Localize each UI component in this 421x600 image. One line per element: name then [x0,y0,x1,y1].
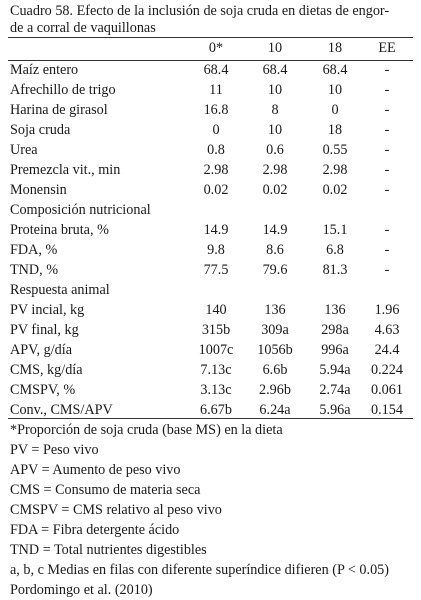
row-value: 7.13c [200,362,232,378]
row-value: 0.061 [371,382,403,398]
row-value: 0.224 [371,362,403,378]
row-value: 0.154 [371,402,403,418]
row-value: 1056b [257,342,293,358]
row-value: - [384,102,390,118]
row-value: 298a [321,322,349,338]
footnote: CMS = Consumo de materia seca [10,482,201,498]
row-value: 315b [201,322,231,338]
footnote: APV = Aumento de peso vivo [10,462,181,478]
row-value: 2.98 [203,162,229,178]
table-row [0,280,421,300]
bottom-rule [8,418,413,419]
row-value: 0.55 [322,142,348,158]
table-row [0,120,421,140]
row-value: 996a [321,342,349,358]
table-row [0,380,421,400]
row-label: Harina de girasol [10,102,108,118]
row-label: Proteina bruta, % [10,222,109,238]
row-value: - [384,162,390,178]
footnote: FDA = Fibra detergente ácido [10,522,180,538]
row-value: 309a [261,322,289,338]
row-label: PV incial, kg [10,302,85,318]
row-value: 10 [267,82,283,98]
row-label: Composición nutricional [10,202,151,218]
row-value: 10 [267,122,283,138]
row-value: 14.9 [203,222,229,238]
row-label: Premezcla vit., min [10,162,121,178]
row-value: 68.4 [322,62,348,78]
row-label: PV final, kg [10,322,79,338]
row-value: 136 [264,302,286,318]
table-row [0,180,421,200]
row-value: - [384,222,390,238]
table-header [0,38,421,58]
table-row [0,200,421,220]
row-value: - [384,62,390,78]
row-value: 16.8 [203,102,229,118]
row-value: 140 [205,302,227,318]
row-value: 9.8 [207,242,225,258]
header-col-0: 0* [208,40,224,56]
row-label: Monensin [10,182,67,198]
row-label: TND, % [10,262,59,278]
caption-line-2: de a corral de vaquillonas [10,20,156,36]
table-row [0,340,421,360]
row-value: - [384,242,390,258]
row-value: 0 [212,122,220,138]
table-row [0,300,421,320]
row-value: 0.02 [262,182,288,198]
caption-line-1: Cuadro 58. Efecto de la inclusión de soja cruda en dietas de engor- [10,3,390,19]
row-value: 4.63 [374,322,400,338]
table-row [0,160,421,180]
row-label: CMSPV, % [10,382,76,398]
row-value: 1.96 [374,302,400,318]
row-label: APV, g/día [10,342,73,358]
row-value: 5.94a [319,362,351,378]
table-row [0,320,421,340]
row-value: 15.1 [322,222,348,238]
row-label: CMS, kg/día [10,362,83,378]
row-value: 5.96a [319,402,351,418]
row-label: Respuesta animal [10,282,110,298]
table-row [0,60,421,80]
row-value: 8.6 [266,242,284,258]
row-value: 24.4 [374,342,400,358]
row-value: 1007c [198,342,234,358]
row-label: FDA, % [10,242,58,258]
row-value: 6.24a [259,402,291,418]
row-value: 2.74a [319,382,351,398]
row-value: 2.96b [259,382,291,398]
footnote: CMSPV = CMS relativo al peso vivo [10,502,222,518]
table-row [0,240,421,260]
row-value: 6.6b [262,362,288,378]
table-row [0,140,421,160]
table-row [0,260,421,280]
table-row [0,360,421,380]
row-value: 2.98 [322,162,348,178]
footnote: *Proporción de soja cruda (base MS) en la dieta [10,422,283,438]
row-value: 0.02 [322,182,348,198]
footnote: PV = Peso vivo [10,442,99,458]
row-value: - [384,262,390,278]
table-row [0,80,421,100]
row-value: 8 [271,102,279,118]
row-value: - [384,122,390,138]
row-value: - [384,82,390,98]
row-label: Afrechillo de trigo [10,82,116,98]
source-citation: Pordomingo et al. (2010) [10,582,153,598]
row-label: Urea [10,142,38,158]
row-value: 2.98 [262,162,288,178]
row-value: 77.5 [203,262,229,278]
header-col-10: 10 [267,40,283,56]
row-value: 11 [209,82,223,98]
row-label: Soja cruda [10,122,71,138]
row-label: Maíz entero [10,62,79,78]
row-value: 136 [324,302,346,318]
table-row [0,220,421,240]
row-value: 0.6 [266,142,284,158]
row-value: 10 [327,82,343,98]
row-value: 6.8 [326,242,344,258]
row-value: 0 [331,102,339,118]
row-value: 68.4 [203,62,229,78]
row-value: 6.67b [200,402,232,418]
table-row [0,400,421,420]
table-row [0,100,421,120]
row-value: 3.13c [200,382,232,398]
footnote: TND = Total nutrientes digestibles [10,542,207,558]
row-value: 14.9 [262,222,288,238]
row-value: 18 [327,122,343,138]
row-value: 81.3 [322,262,348,278]
row-label: Conv., CMS/APV [10,402,113,418]
row-value: 79.6 [262,262,288,278]
footnote: a, b, c Medias en filas con diferente superíndice difieren (P < 0.05) [10,562,389,578]
row-value: - [384,182,390,198]
table-caption [10,3,415,37]
row-value: 68.4 [262,62,288,78]
header-col-18: 18 [327,40,343,56]
row-value: 0.02 [203,182,229,198]
row-value: - [384,142,390,158]
header-col-ee: EE [378,40,396,56]
row-value: 0.8 [207,142,225,158]
